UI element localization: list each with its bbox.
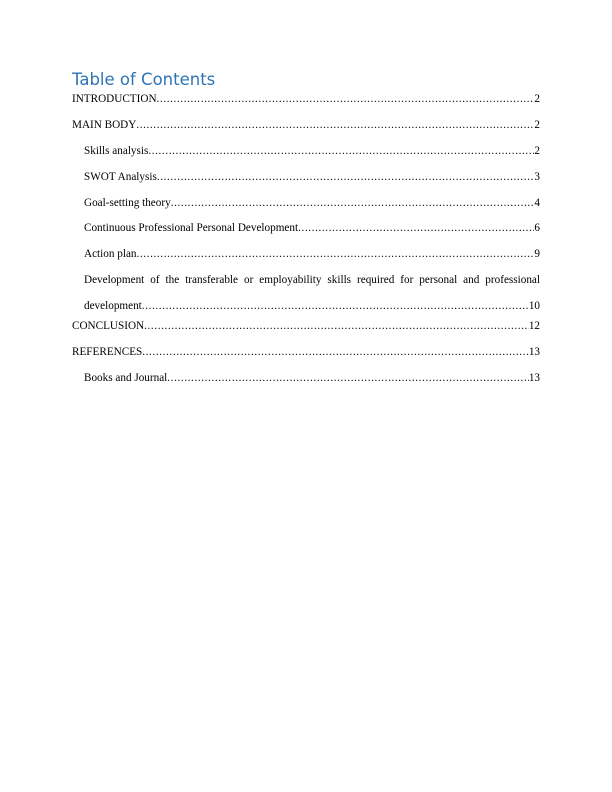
toc-entry-label-line2: development bbox=[84, 300, 142, 312]
toc-entry-label: Goal-setting theory bbox=[84, 197, 171, 209]
toc-entry-main-body[interactable] bbox=[72, 117, 540, 133]
toc-entry-label: MAIN BODY bbox=[72, 119, 137, 131]
dot-leader bbox=[144, 318, 529, 334]
toc-page-number: 13 bbox=[528, 372, 540, 384]
toc-entry-label: INTRODUCTION bbox=[72, 93, 157, 105]
toc-page-number: 13 bbox=[528, 346, 540, 358]
toc-entry-label: Skills analysis bbox=[84, 145, 149, 157]
toc-entry-references[interactable] bbox=[72, 344, 540, 360]
toc-page-number: 4 bbox=[534, 197, 540, 209]
toc-entry-label: SWOT Analysis bbox=[84, 171, 157, 183]
toc-entry-skills-analysis[interactable] bbox=[84, 143, 540, 159]
toc-entry-label: REFERENCES bbox=[72, 346, 143, 358]
toc-page-number: 2 bbox=[534, 119, 540, 131]
toc-page-number: 2 bbox=[534, 93, 540, 105]
toc-entry-transferable-skills[interactable] bbox=[84, 272, 540, 314]
dot-leader bbox=[157, 169, 535, 185]
toc-page-number: 9 bbox=[534, 248, 540, 260]
toc-entry-introduction[interactable] bbox=[72, 91, 540, 107]
toc-title: Table of Contents bbox=[72, 70, 216, 89]
dot-leader bbox=[137, 246, 535, 262]
toc-entry-swot-analysis[interactable] bbox=[84, 169, 540, 185]
dot-leader bbox=[142, 344, 529, 360]
dot-leader bbox=[167, 370, 529, 386]
dot-leader bbox=[171, 195, 535, 211]
dot-leader bbox=[136, 117, 534, 133]
toc-page-number: 6 bbox=[534, 222, 540, 234]
toc-entry-label-line1: Development of the transferable or employability skills required for personal and professional bbox=[84, 274, 540, 286]
toc-entry-label: Action plan bbox=[84, 248, 137, 260]
toc-entry-label: Books and Journal bbox=[84, 372, 168, 384]
toc-entry-goal-setting-theory[interactable] bbox=[84, 195, 540, 211]
toc-page-number: 3 bbox=[534, 171, 540, 183]
toc-entry-conclusion[interactable] bbox=[72, 318, 540, 334]
toc-entry-action-plan[interactable] bbox=[84, 246, 540, 262]
dot-leader bbox=[157, 91, 535, 107]
toc-entry-books-and-journal[interactable] bbox=[84, 370, 540, 386]
toc-entry-continuous-development[interactable] bbox=[84, 220, 540, 236]
dot-leader bbox=[148, 143, 534, 159]
toc-page-number: 2 bbox=[534, 145, 540, 157]
dot-leader bbox=[298, 220, 534, 236]
dot-leader bbox=[142, 298, 529, 314]
toc-page-number: 10 bbox=[528, 300, 540, 312]
toc-page-number: 12 bbox=[528, 320, 540, 332]
toc-entry-label: Continuous Professional Personal Development bbox=[84, 222, 299, 234]
toc-entry-label: CONCLUSION bbox=[72, 320, 145, 332]
